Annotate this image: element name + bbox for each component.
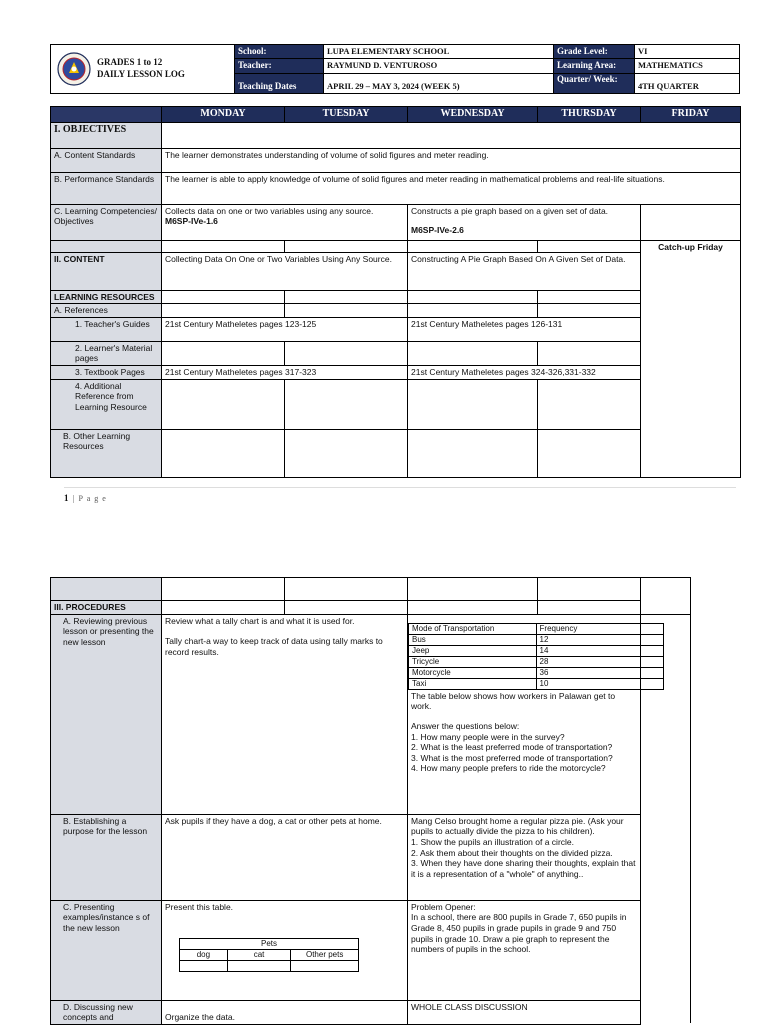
other-wed: [408, 429, 538, 477]
learning-area-label: Learning Area:: [554, 59, 635, 73]
teaching-dates-label: Teaching Dates: [235, 73, 324, 94]
proc-mon: [162, 601, 285, 615]
p2-corner: [51, 578, 162, 601]
ref-thu: [538, 304, 641, 318]
transport-frequency: 36: [536, 667, 663, 678]
pets-title: Pets: [180, 939, 359, 950]
content-wednesday: Constructing A Pie Graph Based On A Given Set of Data.: [408, 252, 641, 290]
pets-col-cat: cat: [227, 950, 291, 961]
other-resources-label: B. Other Learning Resources: [51, 429, 162, 477]
problem-opener-text: In a school, there are 800 pupils in Grade 7, 650 pupils in Grade 8, 450 pupils in grade pupils in grade 9 and 750 pupils in grade 10. Draw a pie graph to represent the numbers of pupils in the school.: [411, 912, 627, 955]
lesson-log-header: [50, 44, 740, 94]
page-word: | P a g e: [72, 494, 107, 503]
lm-tue: [285, 341, 408, 365]
lm-mon: [162, 341, 285, 365]
grade-level-value: VI: [635, 45, 740, 59]
lr-thu: [538, 290, 641, 304]
competencies-friday: [641, 204, 741, 240]
pets-col-other: Other pets: [291, 950, 359, 961]
presenting-examples-monday: [162, 900, 408, 1000]
teachers-guides-wednesday: 21st Century Matheletes pages 126-131: [408, 317, 641, 341]
textbook-pages-label: 3. Textbook Pages: [51, 366, 162, 380]
content-standards-text: The learner demonstrates understanding of volume of solid figures and meter reading.: [162, 148, 741, 172]
proc-tue: [285, 601, 408, 615]
discussing-concepts-monday: Organize the data.: [162, 1000, 408, 1024]
page2-table: [50, 577, 740, 1025]
day-friday: FRIDAY: [641, 107, 741, 123]
title-cell: [51, 45, 235, 94]
teachers-guides-label: 1. Teacher's Guides: [51, 317, 162, 341]
lr-tue: [285, 290, 408, 304]
competency-wed-text: Constructs a pie graph based on a given set of data.: [411, 205, 609, 216]
day-wednesday: WEDNESDAY: [408, 107, 538, 123]
add-tue: [285, 379, 408, 429]
content-monday: Collecting Data On One or Two Variables Using Any Source.: [162, 252, 408, 290]
transport-mode: Motorcycle: [409, 667, 537, 678]
objectives-cell: [162, 122, 741, 148]
discussing-concepts-wednesday: WHOLE CLASS DISCUSSION: [408, 1000, 641, 1024]
competency-wed-code: M6SP-IVe-2.6: [411, 225, 464, 236]
school-value: LUPA ELEMENTARY SCHOOL: [324, 45, 554, 59]
catch-up-friday: Catch-up Friday: [641, 240, 741, 477]
learners-material-label: 2. Learner's Material pages: [51, 341, 162, 365]
add-thu: [538, 379, 641, 429]
blank-thu: [538, 240, 641, 252]
pets-col-dog: dog: [180, 950, 228, 961]
transport-mode: Jeep: [409, 645, 537, 656]
other-mon: [162, 429, 285, 477]
quarter-value: 4TH QUARTER: [635, 73, 740, 94]
objectives-heading: I. OBJECTIVES: [51, 122, 162, 148]
p2-friday-column: [640, 577, 691, 615]
ref-mon: [162, 304, 285, 318]
transport-head-mode: Mode of Transportation: [409, 623, 537, 634]
competencies-monday: [162, 204, 408, 240]
performance-standards-label: B. Performance Standards: [51, 172, 162, 204]
teacher-value: RAYMUND D. VENTUROSO: [324, 59, 554, 73]
teacher-label: Teacher:: [235, 59, 324, 73]
performance-standards-text: The learner is able to apply knowledge of volume of solid figures and meter reading in mathematical problems and real-life situations.: [162, 172, 741, 204]
establishing-purpose-monday: Ask pupils if they have a dog, a cat or other pets at home.: [162, 814, 408, 900]
review-line1: Review what a tally chart is and what it is used for.: [165, 615, 355, 626]
competency-mon-text: Collects data on one or two variables using any source.: [165, 205, 374, 216]
review-line2: Tally chart-a way to keep track of data using tally marks to record results.: [165, 636, 383, 657]
transport-frequency: 10: [536, 678, 663, 689]
reviewing-wednesday: [408, 614, 641, 814]
teachers-guides-monday: 21st Century Matheletes pages 123-125: [162, 317, 408, 341]
blank-wed: [408, 240, 538, 252]
pets-cell: [227, 961, 291, 972]
title-line2: DAILY LESSON LOG: [97, 69, 185, 79]
pizza-line1: Mang Celso brought home a regular pizza pie. (Ask your pupils to actually divide the pizza to his children).: [411, 815, 624, 837]
pets-cell: [291, 961, 359, 972]
reviewing-label: A. Reviewing previous lesson or presenting the new lesson: [51, 614, 162, 814]
transport-head-frequency: Frequency: [536, 623, 663, 634]
presenting-examples-label: C. Presenting examples/instance s of the new lesson: [51, 900, 162, 1000]
content-label: II. CONTENT: [51, 252, 162, 290]
question-4: 4. How many people prefers to ride the motorcycle?: [411, 763, 606, 774]
competencies-wednesday: [408, 204, 641, 240]
page1-table: [50, 106, 740, 478]
page-footer: [64, 487, 736, 503]
pizza-line2: 1. Show the pupils an illustration of a circle.: [411, 836, 575, 847]
lm-wed: [408, 341, 538, 365]
establishing-purpose-wednesday: [408, 814, 641, 900]
competency-mon-code: M6SP-IVe-1.6: [165, 216, 218, 227]
pets-table: [179, 938, 359, 972]
transport-mode: Tricycle: [409, 656, 537, 667]
other-thu: [538, 429, 641, 477]
add-wed: [408, 379, 538, 429]
day-monday: MONDAY: [162, 107, 285, 123]
question-3: 3. What is the most preferred mode of transportation?: [411, 752, 613, 763]
blank-tue: [285, 240, 408, 252]
pizza-line4: 3. When they have done sharing their thoughts, explain that it is a representation of a "whole" of anything..: [411, 858, 636, 879]
questions-heading: Answer the questions below:: [411, 720, 520, 731]
blank-mon: [162, 240, 285, 252]
p2-thu: [538, 578, 641, 601]
competencies-label: C. Learning Competencies/ Objectives: [51, 204, 162, 240]
ref-tue: [285, 304, 408, 318]
page-number: 1: [64, 493, 69, 503]
other-tue: [285, 429, 408, 477]
school-label: School:: [235, 45, 324, 59]
learning-resources-label: LEARNING RESOURCES: [51, 290, 162, 304]
grade-level-label: Grade Level:: [554, 45, 635, 59]
teaching-dates-value: APRIL 29 – MAY 3, 2024 (WEEK 5): [324, 73, 554, 94]
p2-friday-column-lower: [640, 613, 691, 1023]
presenting-examples-wednesday: [408, 900, 641, 1000]
transport-frequency: 14: [536, 645, 663, 656]
content-standards-label: A. Content Standards: [51, 148, 162, 172]
days-corner: [51, 107, 162, 123]
deped-seal-icon: [57, 52, 91, 86]
lr-mon: [162, 290, 285, 304]
reviewing-monday: [162, 614, 408, 814]
procedures-label: III. PROCEDURES: [51, 601, 162, 615]
textbook-pages-monday: 21st Century Matheletes pages 317-323: [162, 366, 408, 380]
learning-area-value: MATHEMATICS: [635, 59, 740, 73]
p2-wed: [408, 578, 538, 601]
ref-wed: [408, 304, 538, 318]
present-table-text: Present this table.: [165, 901, 234, 912]
question-1: 1. How many people were in the survey?: [411, 731, 565, 742]
lm-thu: [538, 341, 641, 365]
lr-wed: [408, 290, 538, 304]
textbook-pages-wednesday: 21st Century Matheletes pages 324-326,331-332: [408, 366, 641, 380]
discussing-concepts-label: D. Discussing new concepts and: [51, 1000, 162, 1024]
day-tuesday: TUESDAY: [285, 107, 408, 123]
references-label: A. References: [51, 304, 162, 318]
additional-reference-label: 4. Additional Reference from Learning Resource: [51, 379, 162, 429]
pizza-line3: 2. Ask them about their thoughts on the divided pizza.: [411, 847, 613, 858]
quarter-label: Quarter/ Week:: [554, 73, 635, 94]
transport-mode: Taxi: [409, 678, 537, 689]
p2-mon: [162, 578, 285, 601]
transport-mode: Bus: [409, 634, 537, 645]
day-thursday: THURSDAY: [538, 107, 641, 123]
add-mon: [162, 379, 285, 429]
pets-cell: [180, 961, 228, 972]
transport-intro: The table below shows how workers in Palawan get to work.: [411, 690, 616, 712]
transport-frequency: 12: [536, 634, 663, 645]
p2-tue: [285, 578, 408, 601]
problem-opener-heading: Problem Opener:: [411, 901, 476, 912]
transport-frequency: 28: [536, 656, 663, 667]
proc-thu: [538, 601, 641, 615]
question-2: 2. What is the least preferred mode of transportation?: [411, 742, 613, 753]
title-line1: GRADES 1 to 12: [97, 57, 163, 68]
blank-label: [51, 240, 162, 252]
proc-wed: [408, 601, 538, 615]
establishing-purpose-label: B. Establishing a purpose for the lesson: [51, 814, 162, 900]
transport-table: [408, 623, 664, 690]
